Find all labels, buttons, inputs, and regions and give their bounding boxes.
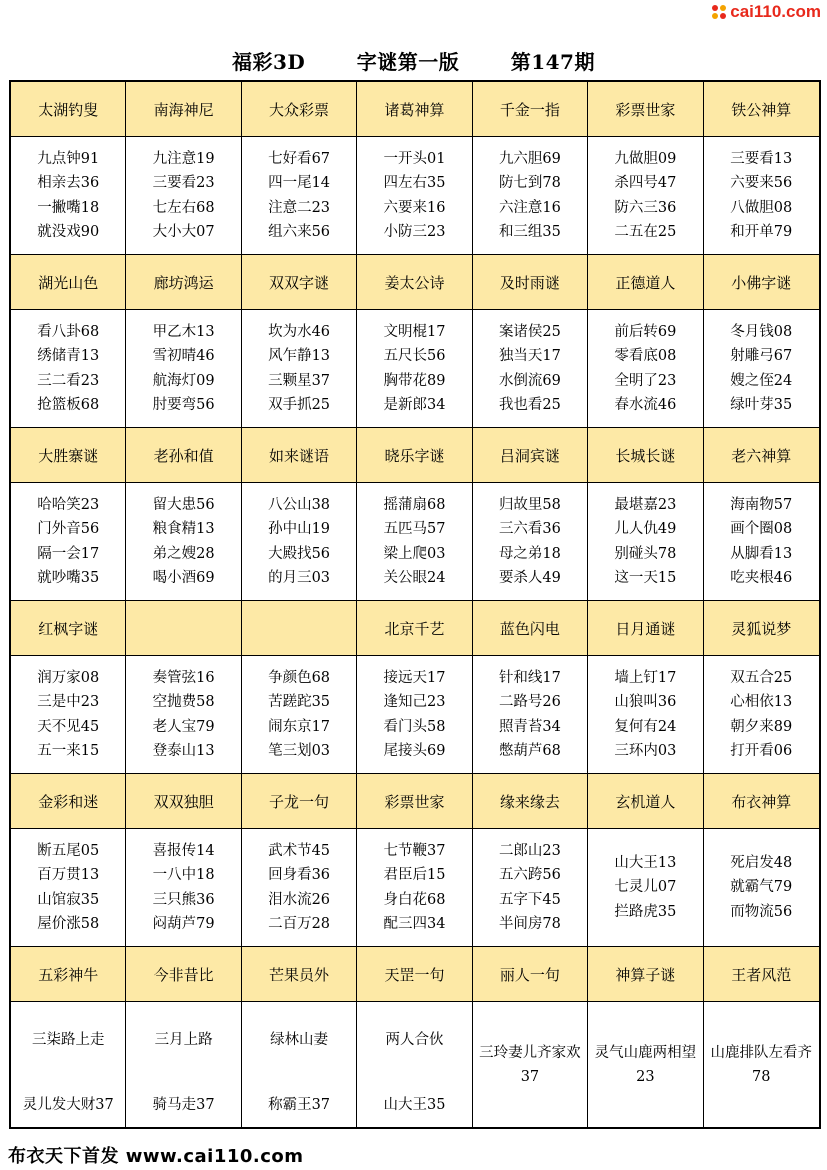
riddle-line: 绿叶芽35	[730, 397, 793, 413]
riddle-line: 小防三23	[383, 224, 446, 240]
column-header	[242, 601, 357, 656]
column-header: 芒果员外	[242, 947, 357, 1002]
riddle-line: 灵气山鹿两相望23	[594, 1044, 697, 1085]
riddle-cell	[588, 483, 703, 601]
riddle-line: 三要看13	[730, 150, 793, 167]
column-header: 长城长谜	[588, 428, 703, 483]
column-header: 吕洞宾谜	[473, 428, 588, 483]
riddle-line: 七左右68	[152, 199, 215, 216]
riddle-line: 留大患56	[152, 496, 215, 513]
riddle-line: 五尺长56	[383, 348, 446, 364]
riddle-line: 粮食精13	[152, 521, 215, 537]
riddle-line: 七灵儿07	[614, 879, 677, 896]
riddle-cell	[704, 483, 819, 601]
riddle-cell	[588, 829, 703, 947]
riddle-line: 一撇嘴18	[37, 199, 100, 216]
column-header: 姜太公诗	[357, 255, 472, 310]
column-header: 诸葛神算	[357, 82, 472, 137]
riddle-line: 胸带花89	[383, 372, 446, 389]
column-header: 灵狐说梦	[704, 601, 819, 656]
riddle-line: 是新郎34	[383, 397, 446, 413]
column-header: 王者风范	[704, 947, 819, 1002]
riddle-cell	[704, 1002, 819, 1127]
riddle-line: 闷葫芦79	[152, 916, 215, 932]
riddle-line: 海南物57	[730, 496, 793, 513]
riddle-line: 拦路虎35	[614, 903, 677, 920]
riddle-cell	[242, 483, 357, 601]
riddle-cell	[357, 483, 472, 601]
riddle-cell	[126, 829, 241, 947]
riddle-line: 吃夹根46	[730, 570, 793, 586]
riddle-line: 前后转69	[614, 323, 677, 340]
riddle-line: 就没戏90	[37, 224, 100, 240]
riddle-line: 三要看23	[152, 175, 215, 191]
riddle-line: 归故里58	[498, 496, 561, 513]
riddle-line: 回身看36	[268, 867, 331, 883]
riddle-line: 抢篮板68	[37, 397, 100, 413]
column-header: 玄机道人	[588, 774, 703, 829]
riddle-line: 射雕弓67	[730, 348, 793, 364]
column-header: 金彩和迷	[11, 774, 126, 829]
riddle-line: 登泰山13	[152, 743, 215, 759]
riddle-line: 门外音56	[37, 521, 100, 537]
riddle-line: 配三四34	[383, 916, 446, 932]
riddle-line: 哈哈笑23	[37, 496, 100, 513]
riddle-cell	[473, 137, 588, 255]
riddle-line: 组六来56	[268, 224, 331, 240]
column-header: 太湖钓叟	[11, 82, 126, 137]
riddle-line: 独当天17	[498, 348, 561, 364]
riddle-line: 文明棍17	[383, 323, 446, 340]
riddle-line: 而物流56	[730, 903, 793, 920]
riddle-line: 复何有24	[614, 718, 677, 735]
riddle-line: 照青苔34	[498, 718, 561, 735]
riddle-cell	[473, 656, 588, 774]
riddle-line: 一八中18	[152, 867, 215, 883]
riddle-line: 和开单79	[730, 224, 793, 240]
column-header: 蓝色闪电	[473, 601, 588, 656]
riddle-line: 五字下45	[498, 891, 561, 908]
riddle-line: 尾接头69	[383, 743, 446, 759]
riddle-line: 零看底08	[614, 348, 677, 364]
riddle-cell	[11, 310, 126, 428]
column-header: 日月通谜	[588, 601, 703, 656]
riddle-line: 儿人仇49	[614, 521, 677, 537]
riddle-line: 屋价涨58	[37, 916, 100, 932]
brand-name: cai110.com	[730, 2, 821, 21]
riddle-line: 二五在25	[614, 224, 677, 240]
riddle-line: 润万家08	[37, 669, 100, 686]
column-header: 丽人一句	[473, 947, 588, 1002]
riddle-cell	[11, 137, 126, 255]
riddle-cell	[357, 1002, 472, 1127]
column-header: 大众彩票	[242, 82, 357, 137]
riddle-line: 从脚看13	[730, 545, 793, 562]
footer-banner: 布衣天下首发 www.cai110.com	[4, 1140, 308, 1170]
column-header: 及时雨谜	[473, 255, 588, 310]
riddle-cell	[242, 137, 357, 255]
column-header: 廊坊鸿运	[126, 255, 241, 310]
riddle-line: 朝夕来89	[730, 718, 793, 735]
riddle-line: 四一尾14	[268, 175, 331, 191]
riddle-cell	[588, 137, 703, 255]
riddle-line: 摇蒲扇68	[383, 496, 446, 513]
riddle-line: 九点钟91	[37, 150, 100, 167]
column-header: 大胜寨谜	[11, 428, 126, 483]
riddle-line: 注意二23	[268, 199, 331, 216]
riddle-cell	[126, 1002, 241, 1127]
riddle-line: 六要来16	[383, 199, 446, 216]
riddle-cell	[126, 310, 241, 428]
riddle-line: 三柒路上走	[31, 1032, 105, 1048]
riddle-line: 二郎山23	[498, 842, 561, 859]
riddle-line: 我也看25	[498, 397, 561, 413]
riddle-line: 墙上钉17	[614, 669, 677, 686]
riddle-line: 双手抓25	[268, 397, 331, 413]
title-name: 字谜第一版	[356, 50, 460, 74]
riddle-line: 七节鞭37	[383, 842, 446, 859]
riddle-line: 君臣后15	[383, 867, 446, 883]
riddle-line: 看八卦68	[37, 323, 100, 340]
column-header: 老孙和值	[126, 428, 241, 483]
riddle-line: 八做胆08	[730, 199, 793, 216]
riddle-cell	[357, 829, 472, 947]
riddle-line: 肘要弯56	[152, 397, 215, 413]
riddle-line: 苦蹉跎35	[268, 694, 331, 710]
riddle-line: 水倒流69	[498, 372, 561, 389]
column-header: 如来谜语	[242, 428, 357, 483]
riddle-line: 山大王13	[614, 854, 677, 871]
riddle-line: 案诸侯25	[498, 323, 561, 340]
column-header: 子龙一句	[242, 774, 357, 829]
riddle-line: 泪水流26	[268, 891, 331, 908]
riddle-line: 山馆寂35	[37, 891, 100, 908]
riddle-line: 冬月钱08	[730, 323, 793, 340]
riddle-cell	[704, 137, 819, 255]
title-issue: 第147期	[510, 50, 595, 74]
riddle-line: 三只熊36	[152, 891, 215, 908]
riddle-line: 别碰头78	[614, 545, 677, 562]
riddle-cell	[357, 310, 472, 428]
column-header: 小佛字谜	[704, 255, 819, 310]
logo-mark-icon	[712, 5, 726, 19]
riddle-line: 画个圈08	[730, 521, 793, 537]
riddle-line: 雪初晴46	[152, 348, 215, 364]
riddle-cell	[357, 137, 472, 255]
riddle-cell	[473, 1002, 588, 1127]
riddle-cell	[242, 310, 357, 428]
riddle-line: 武术节45	[268, 842, 331, 859]
riddle-line: 看门头58	[383, 718, 446, 735]
riddle-line: 六要来56	[730, 175, 793, 191]
column-header: 五彩神牛	[11, 947, 126, 1002]
riddle-cell	[588, 310, 703, 428]
riddle-line: 这一天15	[614, 570, 677, 586]
column-header: 千金一指	[473, 82, 588, 137]
riddle-line: 杀四号47	[614, 175, 677, 191]
riddle-line: 九做胆09	[614, 150, 677, 167]
riddle-line: 称霸王37	[268, 1096, 331, 1113]
column-header: 老六神算	[704, 428, 819, 483]
riddle-cell	[242, 656, 357, 774]
riddle-cell	[704, 656, 819, 774]
riddle-line: 心相依13	[730, 694, 793, 710]
column-header: 南海神尼	[126, 82, 241, 137]
title-lottery: 福彩3D	[232, 50, 306, 74]
riddle-line: 和三组35	[498, 224, 561, 240]
riddle-line: 要杀人49	[498, 570, 561, 586]
riddle-line: 双五合25	[730, 669, 793, 686]
riddle-line: 最堪嘉23	[614, 496, 677, 513]
riddle-line: 风乍静13	[268, 348, 331, 364]
riddle-line: 争颜色68	[268, 669, 331, 686]
column-header: 北京千艺	[357, 601, 472, 656]
riddle-line: 相亲去36	[37, 175, 100, 191]
riddle-cell	[473, 829, 588, 947]
column-header: 双双字谜	[242, 255, 357, 310]
riddle-line: 隔一会17	[37, 545, 100, 562]
riddle-line: 防七到78	[498, 175, 561, 191]
column-header: 双双独胆	[126, 774, 241, 829]
riddle-line: 五六跨56	[498, 867, 561, 883]
riddle-line: 三颗星37	[268, 372, 331, 389]
riddle-line: 断五尾05	[37, 842, 100, 859]
riddle-line: 绣储青13	[37, 348, 100, 364]
riddle-cell	[11, 656, 126, 774]
riddle-line: 大殿找56	[268, 545, 331, 562]
riddle-line: 就霸气79	[730, 879, 793, 896]
riddle-line: 山大王35	[383, 1096, 446, 1113]
riddle-cell	[588, 1002, 703, 1127]
riddle-cell	[242, 829, 357, 947]
riddle-line: 骑马走37	[152, 1096, 215, 1113]
column-header	[126, 601, 241, 656]
riddle-line: 三六看36	[498, 521, 561, 537]
riddle-line: 嫂之侄24	[730, 372, 793, 389]
riddle-line: 防六三36	[614, 199, 677, 216]
riddle-line: 八公山38	[268, 496, 331, 513]
riddle-line: 弟之嫂28	[152, 545, 215, 562]
riddle-line: 坎为水46	[268, 323, 331, 340]
riddle-cell	[473, 310, 588, 428]
riddle-line: 逢知己23	[383, 694, 446, 710]
column-header: 神算子谜	[588, 947, 703, 1002]
column-header: 湖光山色	[11, 255, 126, 310]
riddle-line: 航海灯09	[152, 372, 215, 389]
riddle-cell	[11, 829, 126, 947]
riddle-line: 喝小酒69	[152, 570, 215, 586]
riddle-cell	[11, 1002, 126, 1127]
riddle-line: 三是中23	[37, 694, 100, 710]
riddle-line: 身白花68	[383, 891, 446, 908]
riddle-line: 闹东京17	[268, 718, 331, 735]
riddle-cell	[704, 310, 819, 428]
riddle-line: 九注意19	[152, 150, 215, 167]
column-header: 彩票世家	[588, 82, 703, 137]
riddle-cell	[242, 1002, 357, 1127]
riddle-line: 大小大07	[152, 224, 215, 240]
column-header: 铁公神算	[704, 82, 819, 137]
riddle-line: 三玲妻儿齐家欢37	[479, 1044, 581, 1085]
brand-logo	[712, 2, 821, 22]
riddle-cell	[126, 137, 241, 255]
riddle-line: 打开看06	[730, 743, 793, 759]
riddle-line: 就吵嘴35	[37, 570, 100, 586]
riddle-line: 百万贯13	[37, 867, 100, 883]
riddle-cell	[11, 483, 126, 601]
riddle-line: 天不见45	[37, 718, 100, 735]
riddle-line: 四左右35	[383, 175, 446, 191]
column-header: 红枫字谜	[11, 601, 126, 656]
riddle-line: 死启发48	[730, 854, 793, 871]
riddle-line: 灵儿发大财37	[22, 1096, 114, 1113]
riddle-line: 空抛费58	[152, 694, 215, 710]
riddle-line: 一开头01	[383, 150, 446, 167]
riddle-line: 关公眼24	[383, 570, 446, 586]
riddle-line: 绿林山妻	[270, 1032, 329, 1048]
riddle-line: 接远天17	[383, 669, 446, 686]
riddle-cell	[126, 483, 241, 601]
riddle-line: 针和线17	[498, 669, 561, 686]
riddle-cell	[126, 656, 241, 774]
riddle-line: 甲乙木13	[152, 323, 215, 340]
riddle-line: 春水流46	[614, 397, 677, 413]
column-header: 今非昔比	[126, 947, 241, 1002]
riddle-line: 喜报传14	[152, 842, 215, 859]
riddle-line: 老人宝79	[152, 718, 215, 735]
riddle-cell	[588, 656, 703, 774]
riddle-line: 二百万28	[268, 916, 331, 932]
riddle-line: 山鹿排队左看齐78	[710, 1044, 813, 1085]
riddle-line: 山狼叫36	[614, 694, 677, 710]
riddle-line: 全明了23	[614, 372, 677, 389]
riddle-line: 三二看23	[37, 372, 100, 389]
column-header: 天罡一句	[357, 947, 472, 1002]
riddle-line: 二路号26	[498, 694, 561, 710]
page-title	[0, 46, 827, 75]
riddle-cell	[473, 483, 588, 601]
riddle-line: 三月上路	[154, 1032, 213, 1048]
riddle-table	[9, 80, 821, 1129]
column-header: 正德道人	[588, 255, 703, 310]
riddle-line: 孙中山19	[268, 521, 331, 537]
riddle-line: 两人合伙	[385, 1032, 444, 1048]
column-header: 缘来缘去	[473, 774, 588, 829]
riddle-line: 的月三03	[268, 570, 331, 586]
riddle-line: 梁上爬03	[383, 545, 446, 562]
riddle-line: 六注意16	[498, 199, 561, 216]
riddle-cell	[357, 656, 472, 774]
riddle-line: 母之弟18	[498, 545, 561, 562]
column-header: 晓乐字谜	[357, 428, 472, 483]
riddle-line: 憋葫芦68	[498, 743, 561, 759]
column-header: 布衣神算	[704, 774, 819, 829]
riddle-cell	[704, 829, 819, 947]
riddle-line: 九六胆69	[498, 150, 561, 167]
riddle-line: 七好看67	[268, 150, 331, 167]
riddle-line: 半间房78	[498, 916, 561, 932]
column-header: 彩票世家	[357, 774, 472, 829]
riddle-line: 笔三划03	[268, 743, 331, 759]
riddle-line: 奏管弦16	[152, 669, 215, 686]
riddle-line: 五匹马57	[383, 521, 446, 537]
riddle-line: 五一来15	[37, 743, 100, 759]
riddle-line: 三环内03	[614, 743, 677, 759]
